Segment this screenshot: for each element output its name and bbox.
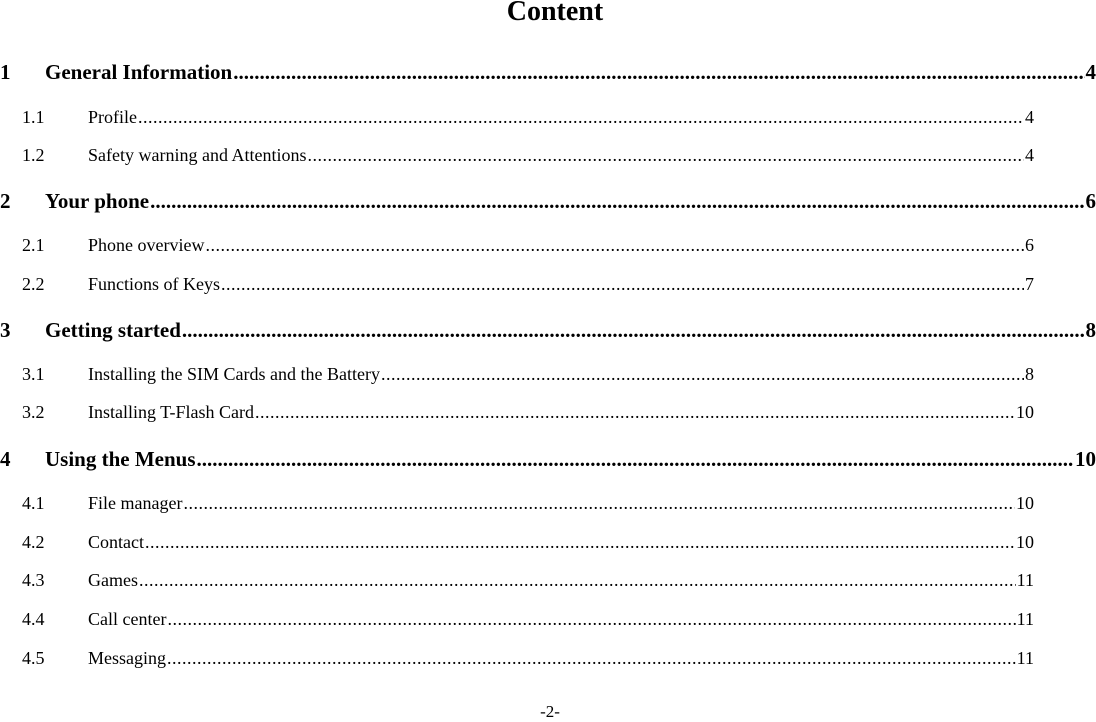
toc-entry-3-2[interactable] (22, 399, 1034, 425)
page-title: Content (0, 0, 1096, 28)
toc-number: 4.1 (22, 490, 88, 516)
toc-number: 3.2 (22, 399, 88, 425)
toc-page: 7 (1025, 271, 1034, 297)
toc-label: Games (88, 567, 138, 593)
toc-leader (167, 645, 1016, 671)
toc-leader (233, 57, 1084, 87)
toc-label: Profile (88, 104, 137, 130)
toc-page: 4 (1086, 57, 1096, 87)
toc-number: 2.1 (22, 232, 88, 258)
toc-entry-4-5[interactable] (22, 645, 1034, 671)
toc-page: 4 (1025, 142, 1034, 168)
toc-entry-1-1[interactable] (22, 104, 1034, 130)
toc-number: 1.1 (22, 104, 88, 130)
toc-leader (182, 315, 1085, 345)
toc-page: 10 (1075, 444, 1096, 474)
toc-page: 11 (1017, 645, 1034, 671)
toc-leader (167, 606, 1015, 632)
toc-page: 11 (1017, 606, 1034, 632)
toc-label: Your phone (45, 186, 149, 216)
toc-label: Phone overview (88, 232, 204, 258)
toc-leader (255, 399, 1015, 425)
toc-number: 2.2 (22, 271, 88, 297)
toc-entry-2-2[interactable] (22, 271, 1034, 297)
toc-page: 6 (1086, 186, 1096, 216)
toc-entry-4-1[interactable] (22, 490, 1034, 516)
toc-entry-1-2[interactable] (22, 142, 1034, 168)
toc-label: Safety warning and Attentions (88, 142, 306, 168)
toc-number: 4 (0, 444, 45, 474)
toc-entry-3-1[interactable] (22, 361, 1034, 387)
toc-entry-4-4[interactable] (22, 606, 1034, 632)
toc-number: 4.2 (22, 529, 88, 555)
toc-number: 1.2 (22, 142, 88, 168)
toc-leader (307, 142, 1024, 168)
toc-entry-1[interactable] (0, 57, 1096, 87)
toc-label: Contact (88, 529, 144, 555)
toc-label: Functions of Keys (88, 271, 220, 297)
toc-page: 10 (1016, 399, 1034, 425)
toc-label: Getting started (45, 315, 181, 345)
toc-entry-2[interactable] (0, 186, 1096, 216)
toc-leader (205, 232, 1024, 258)
toc-page: 6 (1025, 232, 1034, 258)
toc-entry-4-2[interactable] (22, 529, 1034, 555)
toc-number: 1 (0, 57, 45, 87)
toc-number: 4.5 (22, 645, 88, 671)
toc-leader (381, 361, 1024, 387)
toc-page: 11 (1017, 567, 1034, 593)
toc-number: 4.4 (22, 606, 88, 632)
toc-number: 4.3 (22, 567, 88, 593)
toc-label: Installing T-Flash Card (88, 399, 254, 425)
toc-label: Messaging (88, 645, 166, 671)
toc-page: 8 (1086, 315, 1096, 345)
toc-number: 3 (0, 315, 45, 345)
toc-page: 8 (1025, 361, 1034, 387)
toc-entry-3[interactable] (0, 315, 1096, 345)
toc-leader (138, 104, 1024, 130)
toc-label: File manager (88, 490, 182, 516)
toc-leader (139, 567, 1016, 593)
toc-page: 10 (1016, 490, 1034, 516)
toc-leader (183, 490, 1015, 516)
toc-entry-2-1[interactable] (22, 232, 1034, 258)
toc-leader (197, 444, 1074, 474)
toc-label: Call center (88, 606, 166, 632)
toc-entry-4-3[interactable] (22, 567, 1034, 593)
page-number-footer: -2- (0, 702, 1096, 722)
toc-number: 2 (0, 186, 45, 216)
toc-leader (150, 186, 1084, 216)
toc-leader (221, 271, 1024, 297)
toc-label: General Information (45, 57, 232, 87)
toc-leader (145, 529, 1015, 555)
toc-number: 3.1 (22, 361, 88, 387)
toc-entry-4[interactable] (0, 444, 1096, 474)
toc-page: 4 (1025, 104, 1034, 130)
toc-label: Using the Menus (45, 444, 196, 474)
toc-page: 10 (1016, 529, 1034, 555)
toc-label: Installing the SIM Cards and the Battery (88, 361, 380, 387)
